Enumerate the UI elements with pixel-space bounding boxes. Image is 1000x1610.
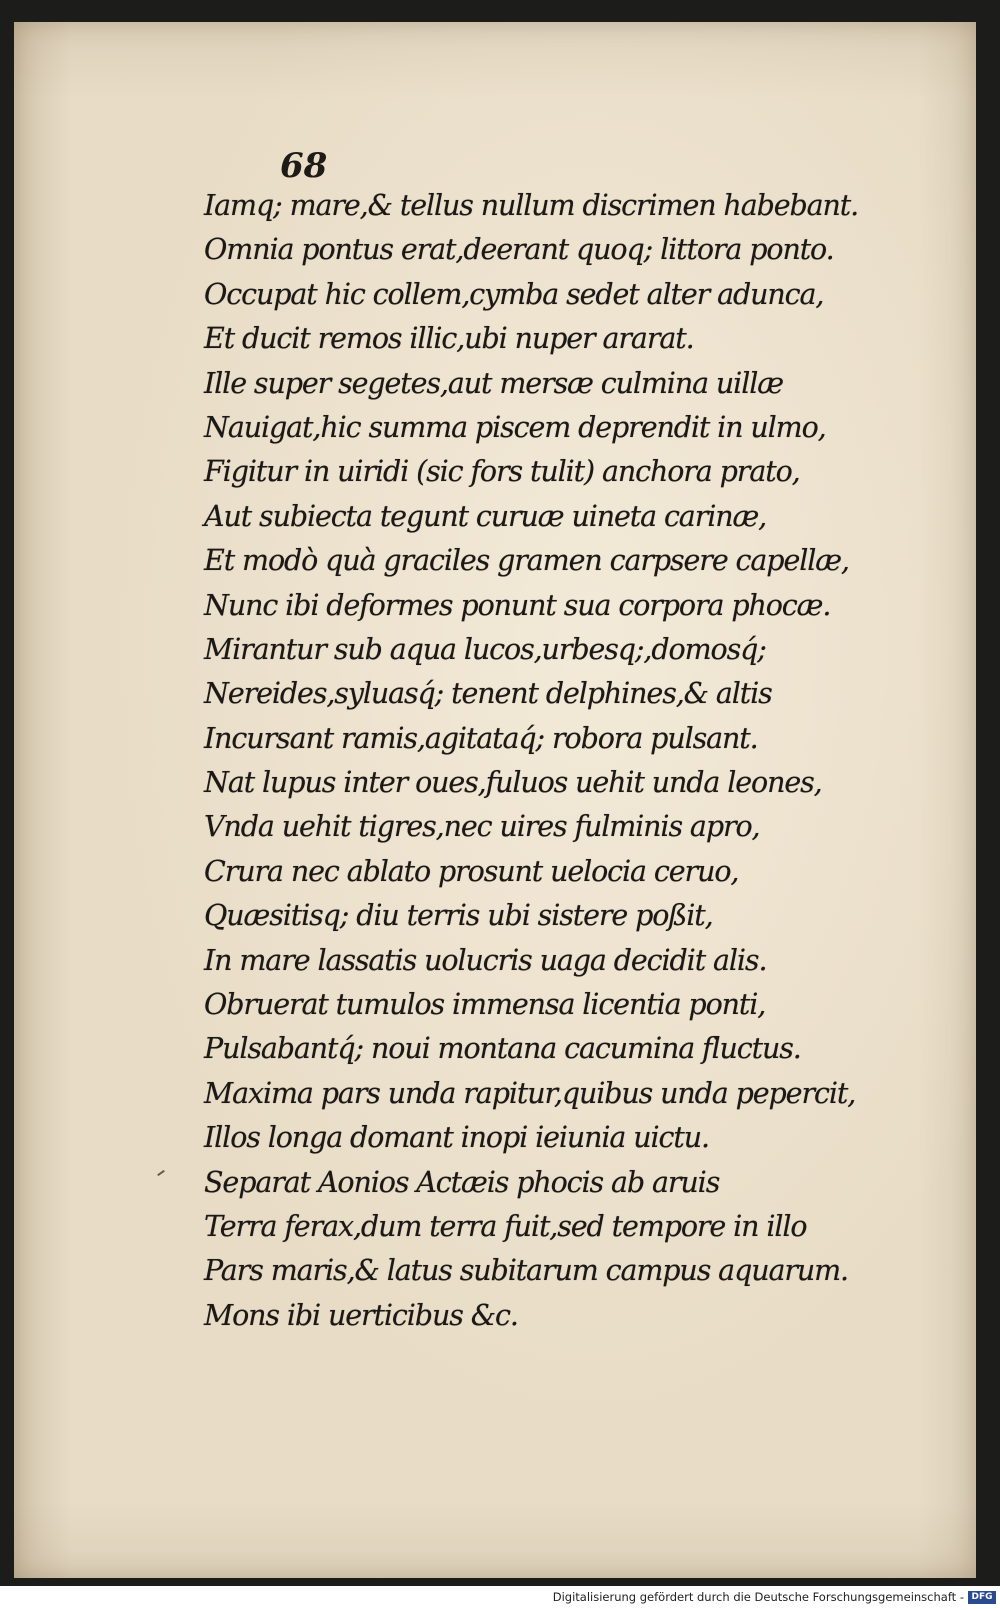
verse-line: Separat Aonios Actæis phocis ab aruis xyxy=(204,1165,720,1199)
verse-line: Nauigat,hic summa piscem deprendit in ulmo, xyxy=(204,410,826,444)
footer-credit: Digitalisierung gefördert durch die Deutsche Forschungsgemeinschaft - xyxy=(552,1590,964,1604)
verse-line: Incursant ramis,agitataq́; robora pulsant. xyxy=(204,721,758,755)
verse-line: Iamq; mare,& tellus nullum discrimen habebant. xyxy=(204,189,859,222)
verse-line: Et modò quà graciles gramen carpsere capellæ, xyxy=(204,544,849,578)
verse-line: Quæsitisq; diu terris ubi sistere poßit, xyxy=(204,899,713,933)
verse-line: Figitur in uiridi (sic fors tulit) anchora prato, xyxy=(204,455,800,489)
verse-line: Mirantur sub aqua lucos,urbesq;,domosq́; xyxy=(204,632,766,666)
verse-line: Vnda uehit tigres,nec uires fulminis apro, xyxy=(204,810,760,844)
verse-line: Nunc ibi deformes ponunt sua corpora phocæ. xyxy=(204,588,831,622)
verse-line: Illos longa domant inopi ieiunia uictu. xyxy=(204,1121,709,1155)
verse-line: Maxima pars unda rapitur,quibus unda pepercit, xyxy=(204,1076,856,1110)
verse-line: Pulsabantq́; noui montana cacumina fluctus. xyxy=(204,1032,801,1066)
verse-line: Ille super segetes,aut mersæ culmina uillæ xyxy=(204,366,783,400)
page-number: 68 xyxy=(280,146,328,186)
verse-line: Et ducit remos illic,ubi nuper ararat. xyxy=(204,322,694,356)
verse-line: In mare lassatis uolucris uaga decidit alis. xyxy=(204,943,767,977)
footer-bar xyxy=(0,1586,1000,1610)
dfg-logo-icon: DFG xyxy=(968,1591,996,1604)
verse-line: Nat lupus inter oues,fuluos uehit unda leones, xyxy=(204,766,822,800)
verse-line: Occupat hic collem,cymba sedet alter adunca, xyxy=(204,277,824,311)
verse-list xyxy=(204,184,904,1338)
book-page xyxy=(14,22,976,1578)
verse-line: Crura nec ablato prosunt uelocia ceruo, xyxy=(204,854,739,888)
margin-mark xyxy=(157,1170,165,1176)
verse-line: Nereides,syluasq́; tenent delphines,& altis xyxy=(204,677,772,711)
verse-line: Aut subiecta tegunt curuæ uineta carinæ, xyxy=(204,499,767,533)
verse-line: Pars maris,& latus subitarum campus aquarum. xyxy=(204,1254,849,1288)
verse-line: Omnia pontus erat,deerant quoq; littora ponto. xyxy=(204,233,834,267)
verse-line: Mons ibi uerticibus &c. xyxy=(204,1298,518,1332)
verse-line: Terra ferax,dum terra fuit,sed tempore in illo xyxy=(204,1209,807,1243)
verse-line: Obruerat tumulos immensa licentia ponti, xyxy=(204,988,766,1022)
